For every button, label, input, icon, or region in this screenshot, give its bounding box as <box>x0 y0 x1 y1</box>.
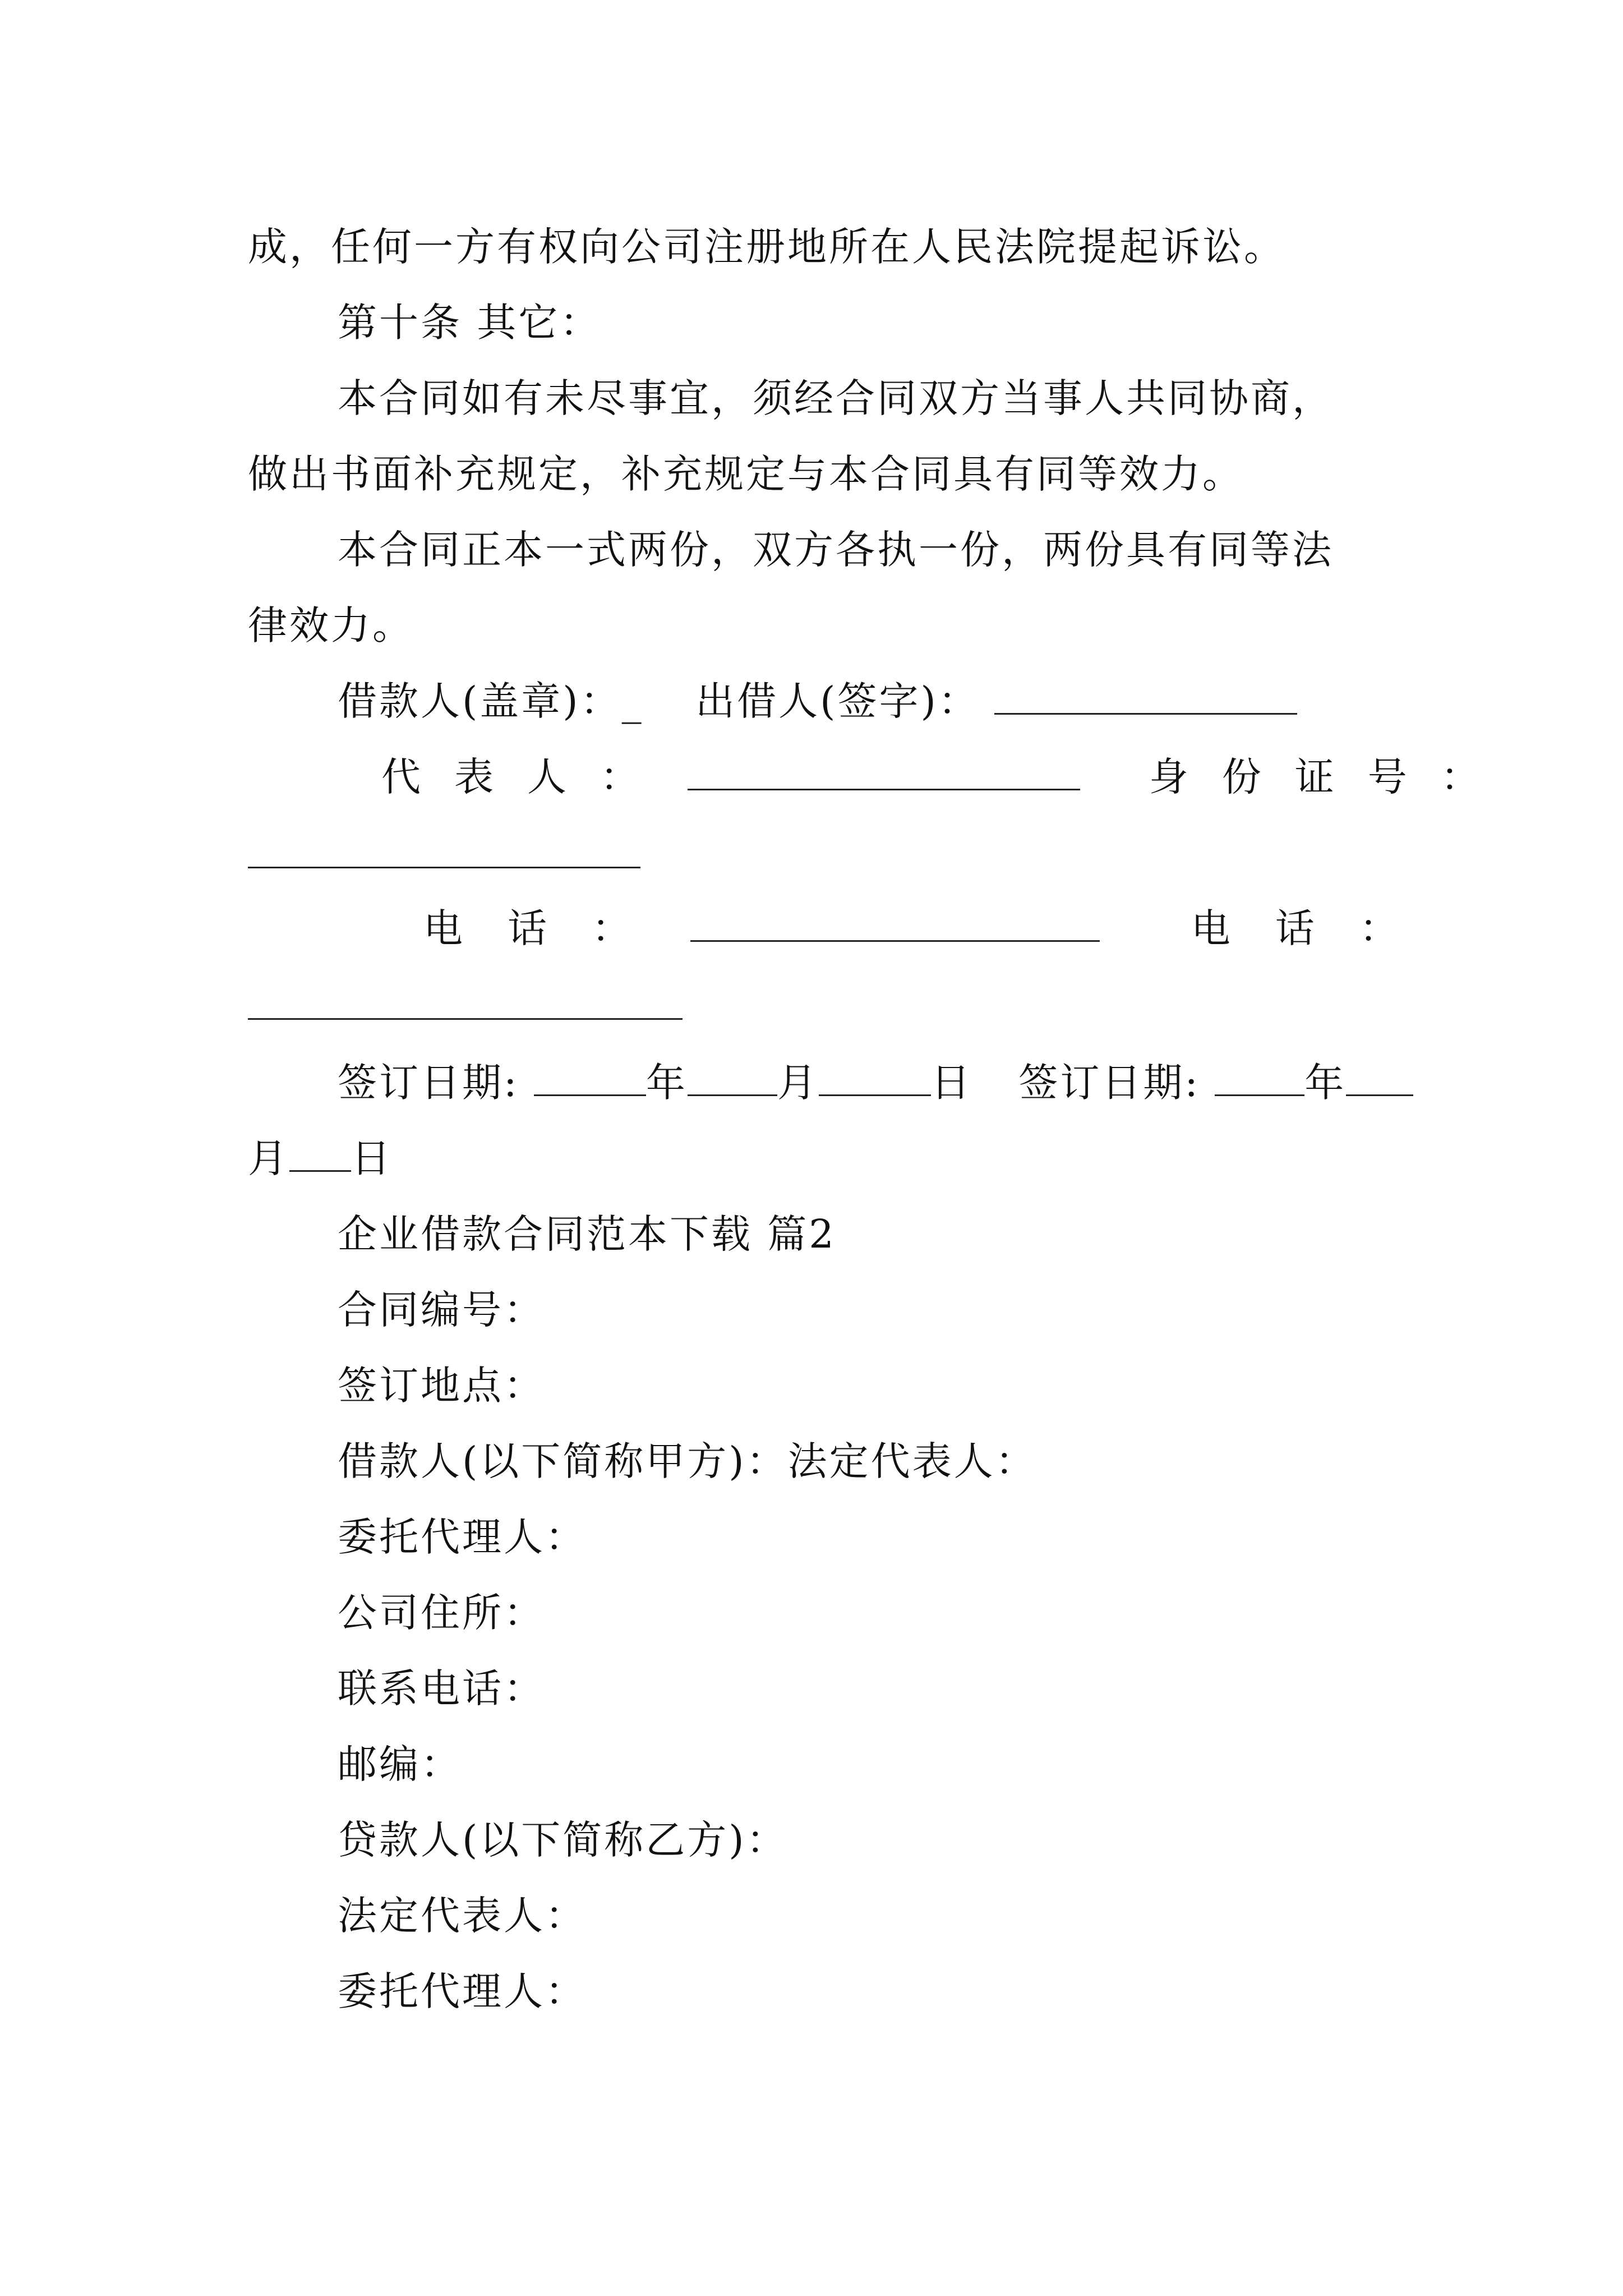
lender-party-label: 贷款人(以下简称乙方)： <box>338 1817 788 1863</box>
agent-label-1: 委托代理人： <box>338 1514 587 1560</box>
day-label-2: 日 <box>351 1135 393 1181</box>
signing-date-row <box>338 1057 1482 1108</box>
day-blank-1 <box>819 1060 931 1096</box>
month-label-1: 月 <box>777 1060 819 1106</box>
postcode-label: 邮编： <box>338 1741 462 1787</box>
lender-sign-label: 出借人(签字)： <box>695 678 980 724</box>
year-blank-1 <box>534 1060 646 1096</box>
paragraph-supplement-line-1: 本合同如有未尽事宜，须经合同双方当事人共同协商， <box>338 375 1334 421</box>
phone-blank-left <box>690 905 1100 942</box>
contract-number-label: 合同编号： <box>338 1287 545 1333</box>
month-blank-1 <box>688 1060 777 1096</box>
contact-phone-label: 联系电话： <box>338 1665 545 1711</box>
legal-representative-label: 法定代表人： <box>338 1893 587 1939</box>
section-2-title: 企业借款合同范本下载 篇2 <box>338 1211 836 1257</box>
signing-date-label-1: 签订日期: <box>338 1060 519 1106</box>
phone-blank-right <box>248 1018 683 1020</box>
id-number-label: 身份证号： <box>1149 754 1514 800</box>
paragraph-copies-line-2: 律效力。 <box>248 602 414 648</box>
day-blank-2 <box>289 1135 351 1172</box>
agent-label-2: 委托代理人： <box>338 1968 587 2014</box>
representative-blank <box>688 754 1080 790</box>
id-number-blank <box>248 867 640 868</box>
signing-place-label: 签订地点： <box>338 1363 545 1409</box>
paragraph-supplement-line-2: 做出书面补充规定，补充规定与本合同具有同等效力。 <box>248 451 1244 497</box>
signature-row <box>338 676 1482 726</box>
borrower-seal-label: 借款人(盖章)：_ <box>338 678 644 724</box>
paragraph-dispute-clause: 成，任何一方有权向公司注册地所在人民法院提起诉讼。 <box>248 224 1285 270</box>
article-10-heading: 第十条 其它： <box>338 300 602 346</box>
month-blank-2-partial <box>1346 1060 1413 1096</box>
phone-row <box>423 903 1567 954</box>
company-address-label: 公司住所： <box>338 1590 545 1636</box>
phone-label-right: 电话： <box>1191 905 1444 951</box>
representative-label: 代表人： <box>381 754 673 800</box>
day-label-1: 日 <box>930 1060 972 1106</box>
month-label-2: 月 <box>248 1135 289 1181</box>
signing-date-row-continued <box>248 1133 1392 1184</box>
year-label-1: 年 <box>645 1060 688 1106</box>
signing-date-label-2: 签订日期: <box>1018 1060 1200 1106</box>
paragraph-copies-line-1: 本合同正本一式两份，双方各执一份，两份具有同等法 <box>338 527 1334 573</box>
year-blank-2 <box>1215 1060 1304 1096</box>
lender-sign-blank <box>994 678 1297 715</box>
borrower-party-label: 借款人(以下简称甲方)：法定代表人： <box>338 1438 1037 1484</box>
phone-label-left: 电话： <box>423 905 676 951</box>
representative-row <box>381 752 1525 802</box>
year-label-2: 年 <box>1304 1060 1347 1106</box>
